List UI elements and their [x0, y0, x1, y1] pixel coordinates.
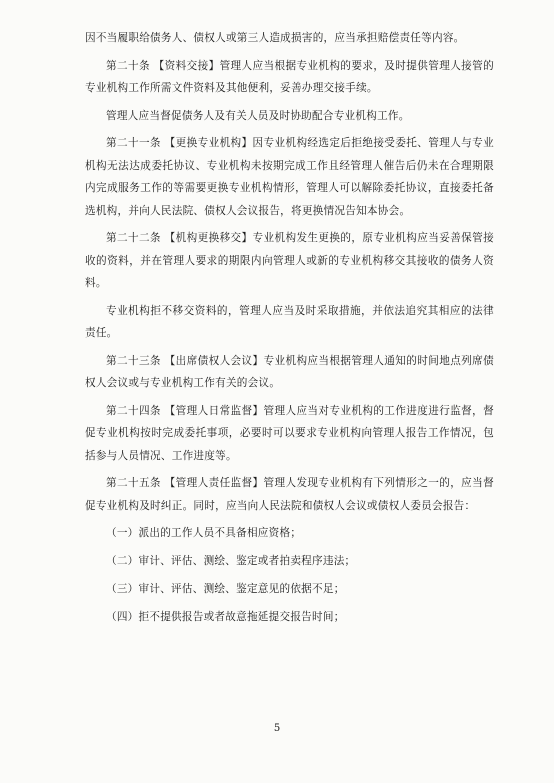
paragraph-continuation: 因不当履职给债务人、债权人或第三人造成损害的，应当承担赔偿责任等内容。 — [85, 32, 465, 44]
article-21-paragraph: 第二十一条 【更换专业机构】因专业机构经选定后拒绝接受委托、管理人与专业机构无法达成委托协议、专业机构未按期完成工作且经管理人催告后仍未在合理期限内完成服务工作的等需要更换专业机构情形，管理人可以解除委托协议，直接委托备选机构，并向人民法院、债权人会议报告，将更换情况告知本协会。 — [85, 137, 494, 217]
list-item: （二）审计、评估、测绘、鉴定或者拍卖程序违法； — [106, 555, 356, 567]
list-item: （四）拒不提供报告或者故意拖延提交报告时间； — [106, 611, 345, 623]
article-22-paragraph: 第二十二条 【机构更换移交】专业机构发生更换的，原专业机构应当妥善保管接收的资料，并在管理人要求的期限内向管理人或新的专业机构移交其接收的债务人资料。 — [85, 232, 494, 289]
article-24-paragraph: 第二十四条 【管理人日常监督】管理人应当对专业机构的工作进度进行监督，督促专业机构按时完成委托事项，必要时可以要求专业机构向管理人报告工作情况，包括参与人员情况、工作进度等。 — [85, 404, 494, 462]
article-20-supplement: 管理人应当督促债务人及有关人员及时协助配合专业机构工作。 — [106, 109, 410, 122]
article-23-paragraph: 第二十三条 【出席债权人会议】专业机构应当根据管理人通知的时间地点列席债权人会议或与专业机构工作有关的会议。 — [85, 354, 494, 389]
list-item: （一）派出的工作人员不具备相应资格； — [106, 527, 302, 539]
article-22-supplement: 专业机构拒不移交资料的，管理人应当及时采取措施，并依法追究其相应的法律责任。 — [85, 304, 494, 339]
list-item: （三）审计、评估、测绘、鉴定意见的依据不足； — [106, 583, 345, 595]
article-25-paragraph: 第二十五条 【管理人责任监督】管理人发现专业机构有下列情形之一的，应当督促专业机构及时纠正。同时，应当向人民法院和债权人会议或债权人委员会报告： — [85, 477, 494, 512]
article-20-paragraph: 第二十条 【资料交接】管理人应当根据专业机构的要求，及时提供管理人接管的专业机构工作所需文件资料及其他便利，妥善办理交接手续。 — [85, 59, 494, 94]
page-number: 5 — [273, 723, 281, 734]
